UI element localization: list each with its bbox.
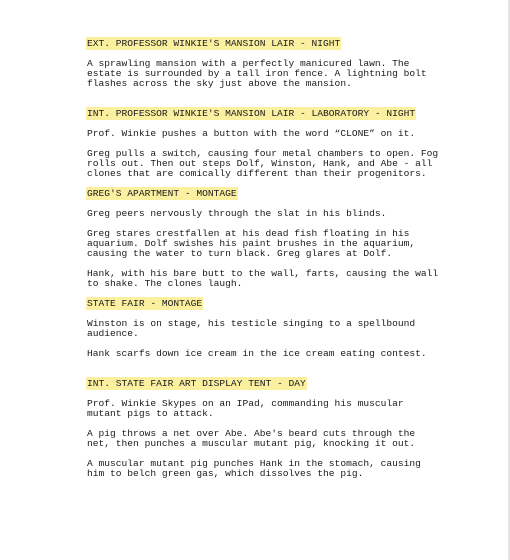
scene-heading: INT. STATE FAIR ART DISPLAY TENT - DAY — [87, 378, 306, 389]
action-paragraph: A sprawling mansion with a perfectly manicured lawn. The estate is surrounded by a tall iron fence. A lightning bolt flashes across the sky just above the mansion. — [87, 58, 427, 89]
action-paragraph: Greg pulls a switch, causing four metal chambers to open. Fog rolls out. Then out steps Dolf, Winston, Hank, and Abe - all clones that are comically different than their progenitors. — [87, 148, 439, 179]
action-paragraph: A pig throws a net over Abe. Abe's beard cuts through the net, then punches a muscular mutant pig, knocking it out. — [87, 428, 416, 449]
action-paragraph: Greg stares crestfallen at his dead fish floating in his aquarium. Dolf swishes his paint brushes in the aquarium, causing the water to turn black. Greg glares at Dolf. — [87, 228, 416, 259]
scene-heading: GREG'S APARTMENT - MONTAGE — [87, 188, 237, 199]
action-paragraph: Winston is on stage, his testicle singing to a spellbound audience. — [87, 318, 416, 339]
action-paragraph: Hank scarfs down ice cream in the ice cream eating contest. — [87, 348, 427, 359]
action-paragraph: Hank, with his bare butt to the wall, farts, causing the wall to shake. The clones laugh. — [87, 268, 439, 289]
scene-heading: STATE FAIR - MONTAGE — [87, 298, 203, 309]
action-paragraph: Greg peers nervously through the slat in his blinds. — [87, 208, 387, 219]
action-paragraph: Prof. Winkie pushes a button with the word “CLONE” on it. — [87, 128, 416, 139]
scene-heading: INT. PROFESSOR WINKIE'S MANSION LAIR - LABORATORY - NIGHT — [87, 108, 416, 119]
scene-heading: EXT. PROFESSOR WINKIE'S MANSION LAIR - NIGHT — [87, 38, 341, 49]
action-paragraph: Prof. Winkie Skypes on an IPad, commanding his muscular mutant pigs to attack. — [87, 398, 404, 419]
action-paragraph: A muscular mutant pig punches Hank in the stomach, causing him to belch green gas, which dissolves the pig. — [87, 458, 421, 479]
